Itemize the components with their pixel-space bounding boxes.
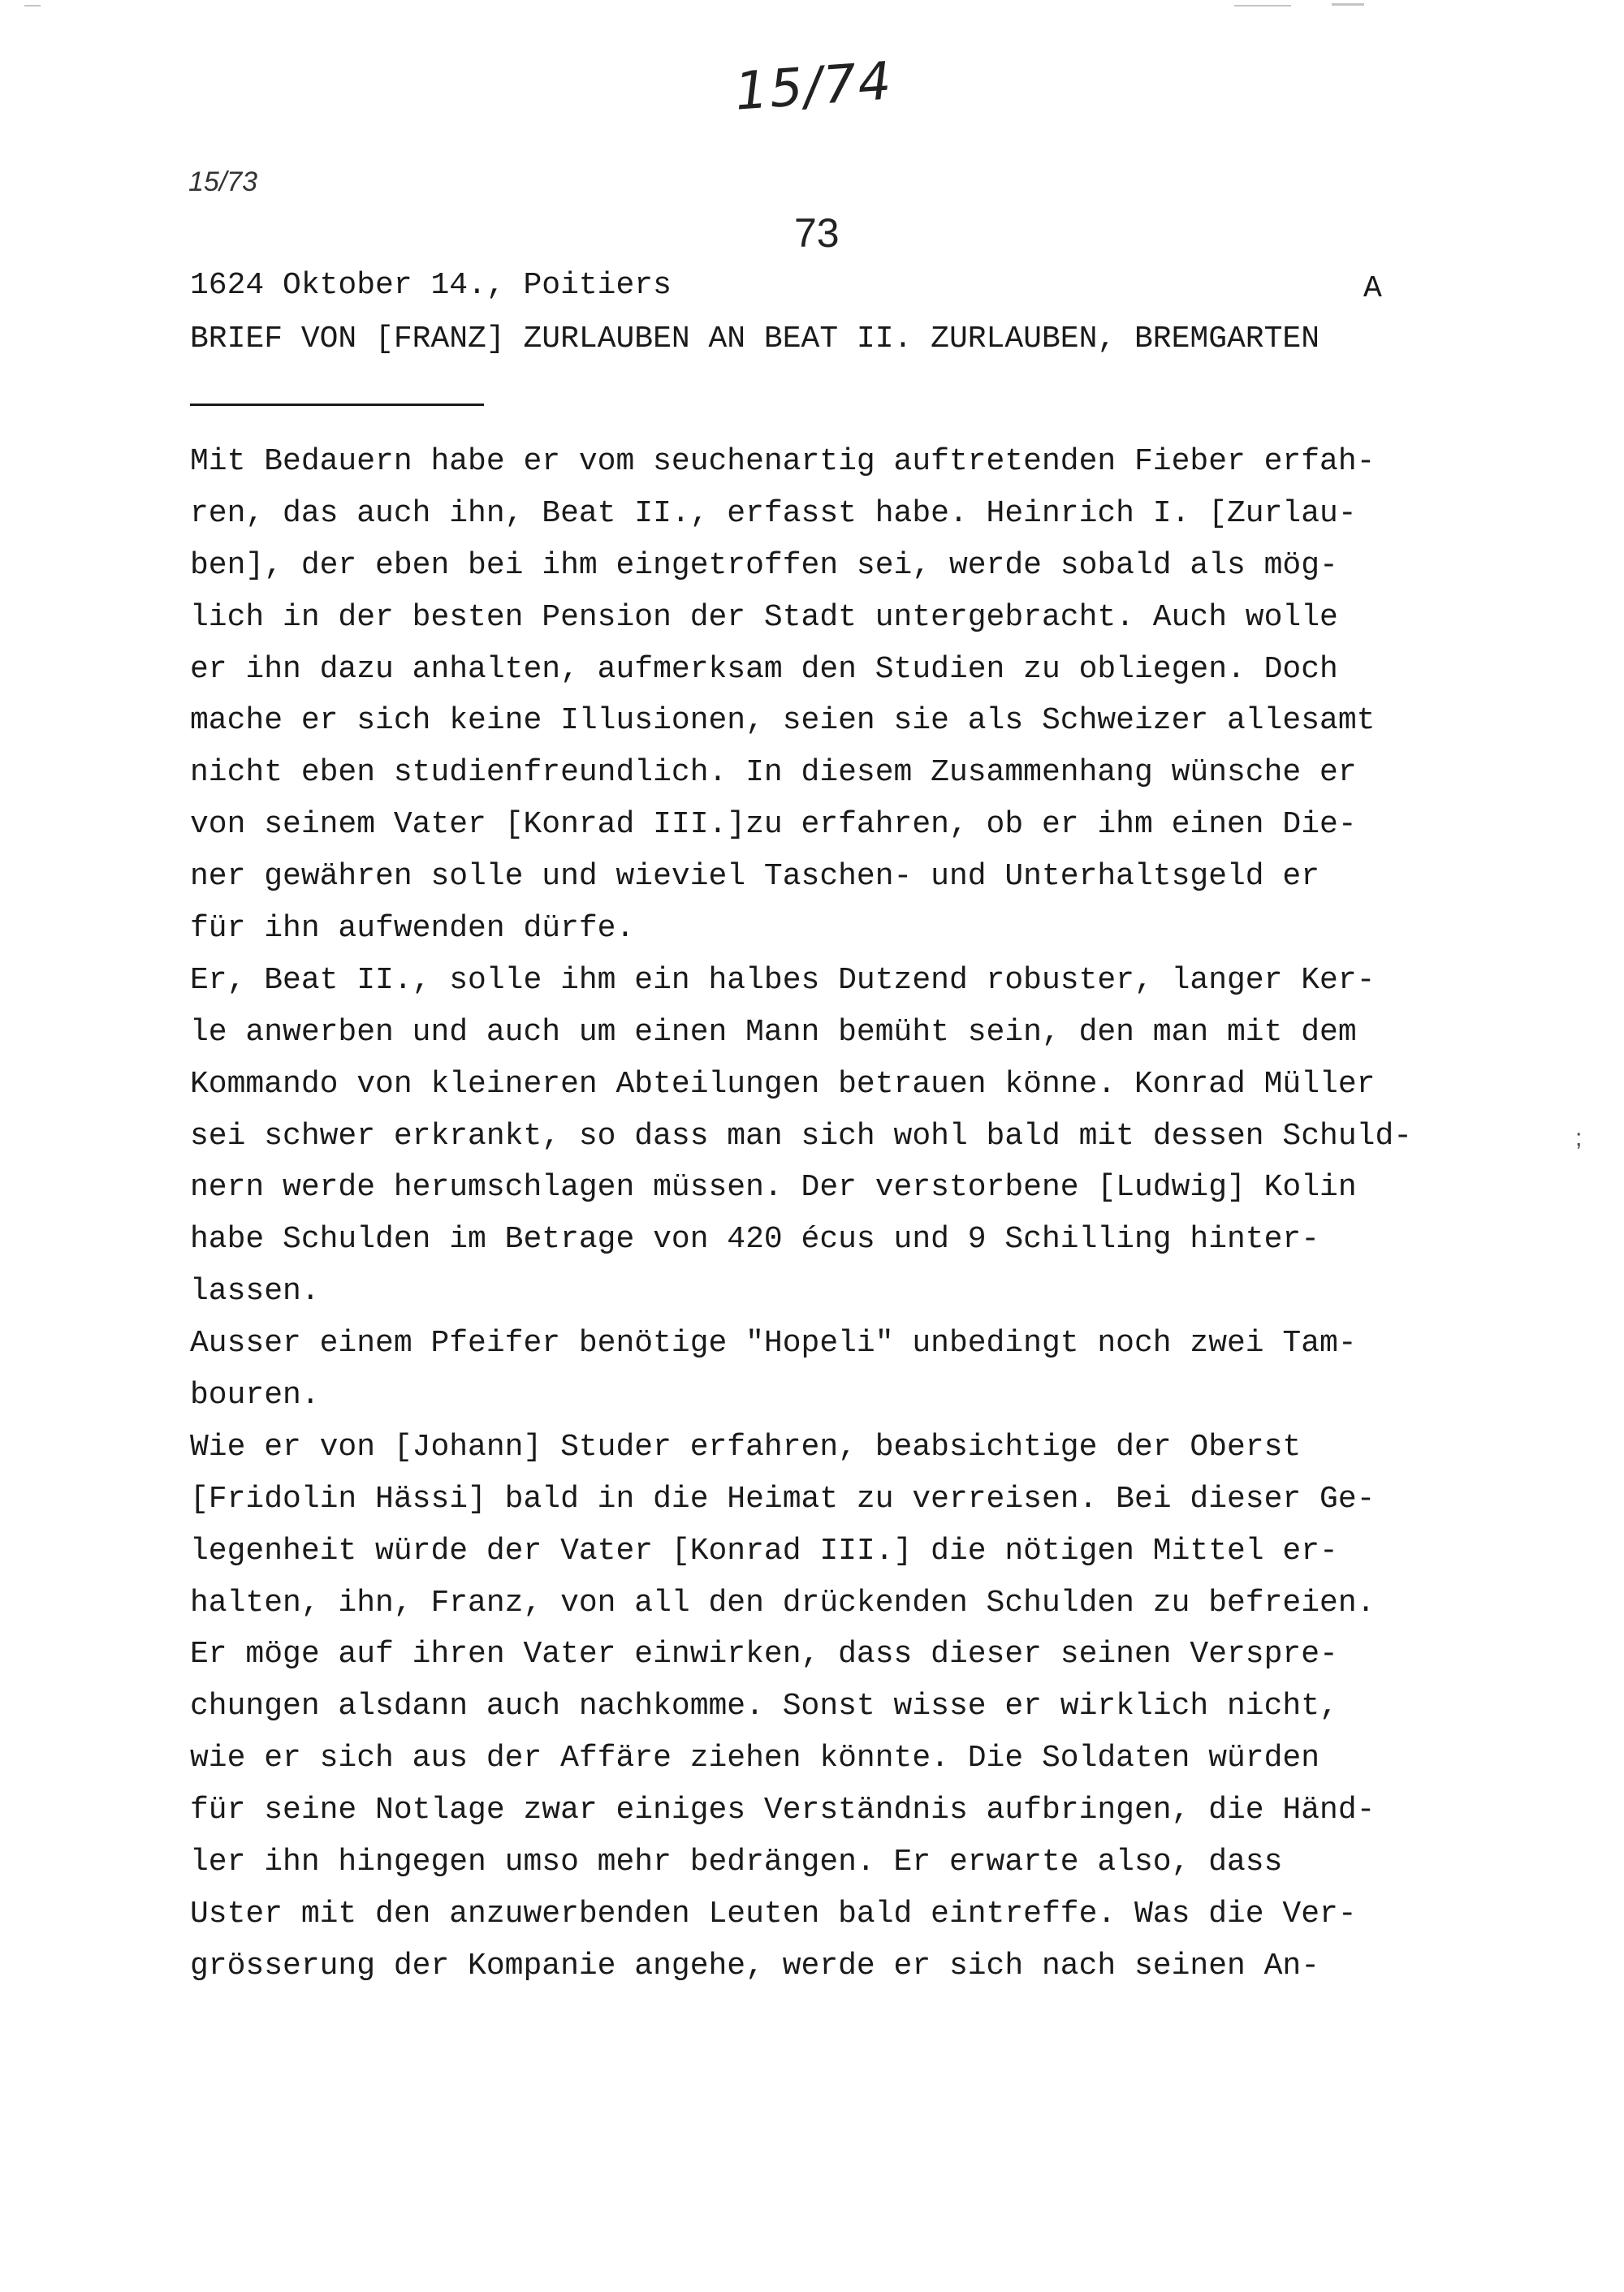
text-line: nicht eben studienfreundlich. In diesem Zusammenhang wünsche er [190, 755, 1357, 791]
text-line: Kommando von kleineren Abteilungen betrauen könne. Konrad Müller [190, 1066, 1376, 1102]
text-line: Uster mit den anzuwerbenden Leuten bald eintreffe. Was die Ver- [190, 1896, 1357, 1932]
text-line: halten, ihn, Franz, von all den drückenden Schulden zu befreien. [190, 1585, 1376, 1621]
text-line: ben], der eben bei ihm eingetroffen sei, werde sobald als mög- [190, 547, 1338, 583]
date-place-line: 1624 Oktober 14., Poitiers [190, 268, 672, 303]
text-line: er ihn dazu anhalten, aufmerksam den Studien zu obliegen. Doch [190, 651, 1338, 687]
text-line: Er möge auf ihren Vater einwirken, dass dieser seinen Verspre- [190, 1637, 1338, 1673]
text-line: legenheit würde der Vater [Konrad III.] die nötigen Mittel er- [190, 1533, 1338, 1569]
source-label: A [1363, 271, 1382, 306]
text-line: Er, Beat II., solle ihm ein halbes Dutzend robuster, langer Ker- [190, 962, 1376, 998]
text-line: mache er sich keine Illusionen, seien sie als Schweizer allesamt [190, 703, 1376, 739]
text-line: habe Schulden im Betrage von 420 écus und 9 Schilling hinter- [190, 1222, 1320, 1258]
scan-artifact [1332, 3, 1364, 6]
handwritten-folio-note: 15/74 [732, 51, 895, 123]
text-line: für ihn aufwenden dürfe. [190, 911, 635, 947]
margin-mark: ; [1575, 1124, 1583, 1151]
text-line: le anwerben und auch um einen Mann bemüht sein, den man mit dem [190, 1014, 1357, 1050]
text-line: bouren. [190, 1378, 320, 1414]
text-line: chungen alsdann auch nachkomme. Sonst wisse er wirklich nicht, [190, 1689, 1338, 1724]
text-line: [Fridolin Hässi] bald in die Heimat zu verreisen. Bei dieser Ge- [190, 1481, 1376, 1517]
scan-artifact [24, 5, 41, 6]
scan-artifact [1234, 5, 1291, 6]
text-line: Mit Bedauern habe er vom seuchenartig auftretenden Fieber erfah- [190, 444, 1376, 479]
letter-summary-text [190, 436, 1587, 1992]
text-line: nern werde herumschlagen müssen. Der verstorbene [Ludwig] Kolin [190, 1170, 1357, 1206]
text-line: für seine Notlage zwar einiges Verständnis aufbringen, die Händ- [190, 1793, 1376, 1828]
text-line: ler ihn hingegen umso mehr bedrängen. Er erwarte also, dass [190, 1845, 1283, 1880]
text-line: Ausser einem Pfeifer benötige "Hopeli" unbedingt noch zwei Tam- [190, 1326, 1357, 1362]
text-line: lich in der besten Pension der Stadt untergebracht. Auch wolle [190, 599, 1338, 635]
heading-rule [190, 404, 484, 406]
text-line: von seinem Vater [Konrad III.]zu erfahren, ob er ihm einen Die- [190, 807, 1357, 843]
text-line: Wie er von [Johann] Studer erfahren, beabsichtige der Oberst [190, 1429, 1302, 1465]
text-line: lassen. [190, 1274, 320, 1310]
text-line: ner gewähren solle und wieviel Taschen- und Unterhaltsgeld er [190, 859, 1320, 895]
text-line: wie er sich aus der Affäre ziehen könnte. Die Soldaten würden [190, 1741, 1320, 1776]
document-number: 73 [794, 210, 840, 256]
text-line: ren, das auch ihn, Beat II., erfasst habe. Heinrich I. [Zurlau- [190, 495, 1357, 531]
text-line: grösserung der Kompanie angehe, werde er sich nach seinen An- [190, 1948, 1320, 1983]
text-line: sei schwer erkrankt, so dass man sich wohl bald mit dessen Schuld- [190, 1118, 1413, 1154]
archive-id: 15/73 [188, 166, 258, 197]
letter-heading: BRIEF VON [FRANZ] ZURLAUBEN AN BEAT II. ZURLAUBEN, BREMGARTEN [190, 322, 1320, 356]
